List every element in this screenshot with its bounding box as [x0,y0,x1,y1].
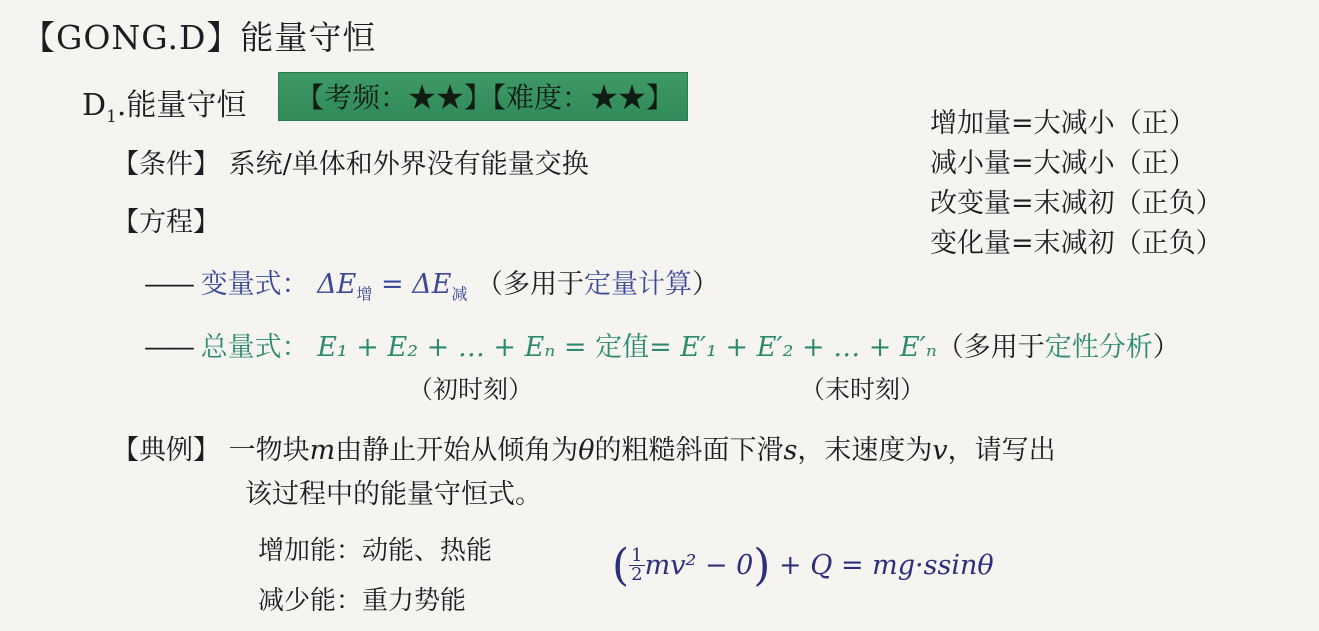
condition-tag: 【条件】 [112,149,220,180]
section-heading [82,80,246,127]
total-form-label: 总量式： [200,332,309,363]
difficulty-badge: 【考频：★★】【难度：★★】 [278,72,688,121]
condition-text: 系统/单体和外界没有能量交换 [228,149,589,180]
example-text: 的粗糙斜面下滑 [594,435,784,466]
example-line-2: 该过程中的能量守恒式。 [245,479,542,510]
side-note: 改变量=末减初（正负） [930,188,1223,219]
total-form-right: E′₁ + E′₂ + … + E′ₙ [680,332,937,363]
dash: —— [144,332,192,363]
var-theta: θ [578,435,595,466]
change-form-label: 变量式： [200,269,309,300]
caption-final: （末时刻） [800,375,926,404]
section-label-prefix: D [82,88,107,123]
paren-open: ( [612,540,630,591]
fraction-denominator: 2 [631,564,643,585]
formula-term: mv² − 0 [644,550,754,581]
total-form-left: E₁ + E₂ + … + Eₙ [317,332,556,363]
total-form-note-key: 定性分析 [1044,332,1153,363]
section-label-rest: .能量守恒 [116,88,247,123]
fraction-numerator: 1 [631,545,643,566]
page-title: 【GONG.D】能量守恒 [22,18,377,57]
change-form-eq: = [372,269,413,300]
condition-row [112,142,589,181]
change-form-note-key: 定量计算 [584,269,693,300]
equation-tag: 【方程】 [112,207,220,238]
total-form-middle: 定值 [595,332,650,363]
example-text: 一物块 [228,435,310,466]
example-text: 由静止开始从倾角为 [335,435,579,466]
total-form-row [144,325,1180,364]
section-label-sub: 1 [106,107,117,127]
var-s: s [783,435,798,466]
example-text: ，请写出 [947,435,1056,466]
total-form-eq2: = [649,332,681,363]
side-note: 减小量=大减小（正） [930,148,1196,179]
example-formula [612,540,994,591]
example-tag: 【典例】 [112,435,220,466]
side-note: 变化量=末减初（正负） [930,228,1223,259]
var-v: v [932,435,948,466]
fraction [629,547,644,584]
example-text: ，末速度为 [797,435,933,466]
paren-close: ) [753,540,771,591]
dash: —— [144,269,192,300]
formula-rest: + Q = mg·ssinθ [770,550,994,581]
change-form-row [144,262,719,304]
caption-initial: （初时刻） [408,375,534,404]
change-form-lhs: $\Delta E_增$ [317,269,373,304]
example-line-1 [112,428,1056,467]
var-m: m [309,435,336,466]
change-form-note-open: （多用于 [476,269,585,300]
total-form-note-open: （多用于 [936,332,1045,363]
total-form-eq1: = [555,332,596,363]
energy-gain: 增加能：动能、热能 [258,536,493,566]
side-notes [930,104,1223,264]
change-form-note-close: ） [692,269,720,300]
energy-loss: 减少能：重力势能 [258,586,467,616]
change-form-rhs: $\Delta E_减$ [412,269,468,304]
side-note: 增加量=大减小（正） [930,108,1196,139]
total-form-note-close: ） [1152,332,1180,363]
